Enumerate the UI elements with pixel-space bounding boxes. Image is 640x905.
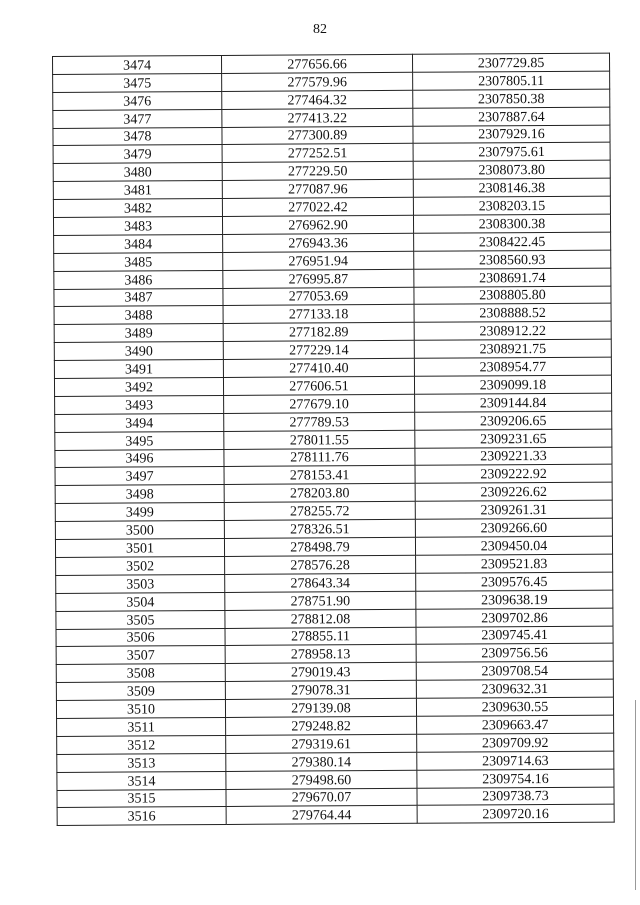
x-coordinate-cell: 279380.14 [226,752,417,771]
point-number-cell: 3481 [53,181,222,200]
y-coordinate-cell: 2309099.18 [414,375,611,394]
point-number-cell: 3508 [56,664,225,683]
point-number-cell: 3496 [55,449,224,468]
x-coordinate-cell: 279498.60 [226,770,417,789]
point-number-cell: 3488 [54,306,223,325]
point-number-cell: 3514 [57,771,226,790]
point-number-cell: 3516 [57,807,226,826]
point-number-cell: 3510 [56,700,225,719]
y-coordinate-cell: 2309226.62 [415,482,612,501]
point-number-cell: 3509 [56,682,225,701]
x-coordinate-cell: 279764.44 [226,806,417,825]
y-coordinate-cell: 2307929.16 [413,125,610,144]
y-coordinate-cell: 2307805.11 [413,71,610,90]
x-coordinate-cell: 278958.13 [225,645,416,664]
x-coordinate-cell: 278326.51 [224,519,415,538]
y-coordinate-cell: 2307975.61 [413,143,610,162]
y-coordinate-cell: 2309206.65 [415,411,612,430]
y-coordinate-cell: 2308691.74 [414,268,611,287]
y-coordinate-cell: 2309638.19 [416,590,613,609]
point-number-cell: 3512 [57,735,226,754]
point-number-cell: 3495 [55,431,224,450]
x-coordinate-cell: 278203.80 [224,484,415,503]
x-coordinate-cell: 279670.07 [226,788,417,807]
x-coordinate-cell: 278576.28 [225,555,416,574]
point-number-cell: 3475 [53,73,222,92]
point-number-cell: 3485 [54,252,223,271]
x-coordinate-cell: 278812.08 [225,609,416,628]
y-coordinate-cell: 2309708.54 [416,661,613,680]
point-number-cell: 3515 [57,789,226,808]
y-coordinate-cell: 2309450.04 [415,536,612,555]
x-coordinate-cell: 277579.96 [222,72,413,91]
x-coordinate-cell: 277053.69 [223,287,414,306]
x-coordinate-cell: 279248.82 [226,716,417,735]
point-number-cell: 3498 [55,485,224,504]
y-coordinate-cell: 2309266.60 [415,518,612,537]
x-coordinate-cell: 278111.76 [224,448,415,467]
point-number-cell: 3494 [55,413,224,432]
x-coordinate-cell: 277413.22 [222,108,413,127]
x-coordinate-cell: 277300.89 [222,126,413,145]
x-coordinate-cell: 276995.87 [223,269,414,288]
point-number-cell: 3493 [55,395,224,414]
x-coordinate-cell: 277679.10 [224,394,415,413]
point-number-cell: 3499 [55,503,224,522]
point-number-cell: 3477 [53,109,222,128]
y-coordinate-cell: 2309709.92 [417,733,614,752]
y-coordinate-cell: 2309702.86 [416,608,613,627]
x-coordinate-cell: 277133.18 [223,305,414,324]
point-number-cell: 3507 [56,646,225,665]
x-coordinate-cell: 278751.90 [225,591,416,610]
x-coordinate-cell: 276962.90 [222,215,413,234]
y-coordinate-cell: 2309738.73 [417,787,614,806]
point-number-cell: 3497 [55,467,224,486]
y-coordinate-cell: 2308954.77 [414,357,611,376]
page-number: 82 [313,22,327,37]
point-number-cell: 3513 [57,753,226,772]
scan-edge-mark [635,700,636,890]
point-number-cell: 3484 [54,234,223,253]
y-coordinate-cell: 2309231.65 [415,429,612,448]
x-coordinate-cell: 277229.14 [223,341,414,360]
y-coordinate-cell: 2308300.38 [413,214,610,233]
point-number-cell: 3486 [54,270,223,289]
point-number-cell: 3480 [53,163,222,182]
point-number-cell: 3479 [53,145,222,164]
point-number-cell: 3506 [56,628,225,647]
point-number-cell: 3490 [54,342,223,361]
point-number-cell: 3483 [53,216,222,235]
point-number-cell: 3491 [54,360,223,379]
point-number-cell: 3502 [56,556,225,575]
y-coordinate-cell: 2308805.80 [414,286,611,305]
y-coordinate-cell: 2308203.15 [413,196,610,215]
y-coordinate-cell: 2309144.84 [415,393,612,412]
y-coordinate-cell: 2307887.64 [413,107,610,126]
x-coordinate-cell: 278011.55 [224,430,415,449]
y-coordinate-cell: 2309663.47 [417,715,614,734]
y-coordinate-cell: 2309630.55 [416,697,613,716]
y-coordinate-cell: 2309576.45 [416,572,613,591]
y-coordinate-cell: 2309221.33 [415,447,612,466]
x-coordinate-cell: 277022.42 [222,197,413,216]
point-number-cell: 3489 [54,324,223,343]
coordinate-table [52,53,615,827]
y-coordinate-cell: 2309632.31 [416,679,613,698]
y-coordinate-cell: 2308146.38 [413,178,610,197]
x-coordinate-cell: 277087.96 [222,180,413,199]
y-coordinate-cell: 2307850.38 [413,89,610,108]
x-coordinate-cell: 277606.51 [223,376,414,395]
x-coordinate-cell: 278643.34 [225,573,416,592]
point-number-cell: 3504 [56,592,225,611]
y-coordinate-cell: 2308921.75 [414,339,611,358]
point-number-cell: 3511 [57,717,226,736]
point-number-cell: 3487 [54,288,223,307]
x-coordinate-cell: 279139.08 [225,698,416,717]
y-coordinate-cell: 2309756.56 [416,643,613,662]
x-coordinate-cell: 276951.94 [223,251,414,270]
y-coordinate-cell: 2309521.83 [416,554,613,573]
x-coordinate-cell: 278498.79 [224,537,415,556]
coordinate-table-body [53,53,615,826]
point-number-cell: 3476 [53,91,222,110]
x-coordinate-cell: 278855.11 [225,627,416,646]
x-coordinate-cell: 279078.31 [225,680,416,699]
y-coordinate-cell: 2309754.16 [417,769,614,788]
x-coordinate-cell: 277182.89 [223,323,414,342]
x-coordinate-cell: 279319.61 [226,734,417,753]
x-coordinate-cell: 277656.66 [221,54,412,73]
x-coordinate-cell: 277789.53 [224,412,415,431]
x-coordinate-cell: 279019.43 [225,663,416,682]
x-coordinate-cell: 278153.41 [224,466,415,485]
x-coordinate-cell: 277410.40 [223,358,414,377]
y-coordinate-cell: 2309261.31 [415,500,612,519]
point-number-cell: 3492 [54,377,223,396]
point-number-cell: 3482 [53,199,222,218]
x-coordinate-cell: 277229.50 [222,162,413,181]
x-coordinate-cell: 277252.51 [222,144,413,163]
point-number-cell: 3478 [53,127,222,146]
table-row [57,804,614,825]
y-coordinate-cell: 2308560.93 [414,250,611,269]
point-number-cell: 3501 [55,539,224,558]
y-coordinate-cell: 2309714.63 [417,751,614,770]
y-coordinate-cell: 2308912.22 [414,321,611,340]
y-coordinate-cell: 2309222.92 [415,465,612,484]
point-number-cell: 3500 [55,521,224,540]
point-number-cell: 3503 [56,574,225,593]
y-coordinate-cell: 2307729.85 [412,53,609,72]
y-coordinate-cell: 2309745.41 [416,626,613,645]
x-coordinate-cell: 278255.72 [224,502,415,521]
y-coordinate-cell: 2308073.80 [413,160,610,179]
x-coordinate-cell: 277464.32 [222,90,413,109]
y-coordinate-cell: 2308422.45 [414,232,611,251]
x-coordinate-cell: 276943.36 [223,233,414,252]
y-coordinate-cell: 2308888.52 [414,304,611,323]
y-coordinate-cell: 2309720.16 [417,804,614,823]
point-number-cell: 3505 [56,610,225,629]
point-number-cell: 3474 [53,55,222,74]
